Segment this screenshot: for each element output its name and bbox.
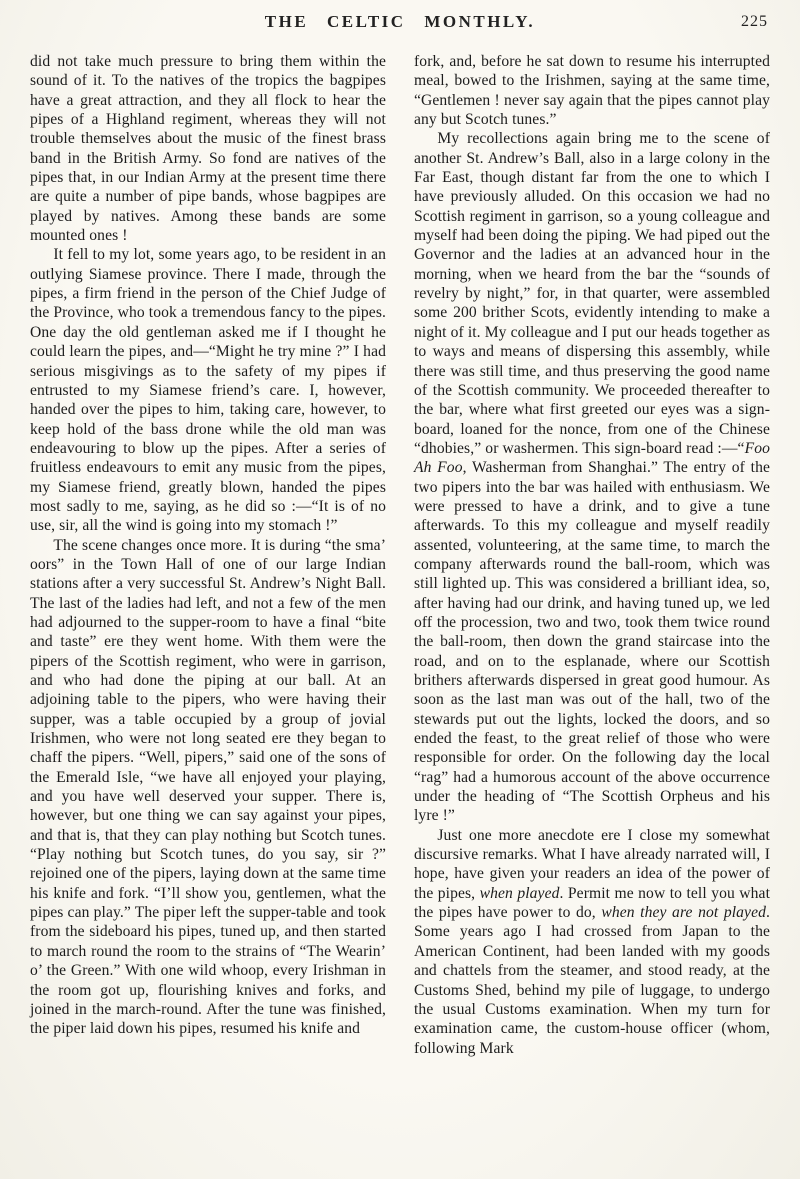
paragraph: Just one more anecdote ere I close my somewhat discursive remarks. What I have already narrated will, I hope, have given your readers an idea of the power of the pipes, when played. Permit me now to tell you what the pipes have power to do, when they are not played. Some years ago I had crossed from Japan to the American Continent, had been landed with my goods and chattels from the steamer, and stood ready, at the Customs Shed, behind my pile of luggage, to undergo the usual Customs examination. When my turn for examination came, the custom-house officer (whom, following Mark (414, 826, 771, 1057)
page-number: 225 (741, 13, 768, 30)
paragraph: It fell to my lot, some years ago, to be resident in an outlying Siamese province. There I made, through the pipes, a firm friend in the person of the Chief Judge of the Province, who took a tremendous fancy to the pipes. One day the old gentleman asked me if I thought he could learn the pipes, and—“Might he try mine ?” I had serious misgivings as to the safety of my pipes if entrusted to my Siamese friend’s care. I, however, handed over the pipes to him, taking care, however, to keep hold of the bass drone while the old man was endeavouring to blow up the pipes. After a series of fruitless endeavours to emit any music from the pipes, my Siamese friend, greatly blown, handed the pipes most sadly to me, saying, as he did so :—“It is of no use, sir, all the wind is going into my stomach !” (30, 246, 386, 535)
paragraph: My recollections again bring me to the scene of another St. Andrew’s Ball, also in a large colony in the Far East, though distant far from the one to which I have previously alluded. On this occasion we had no Scottish regiment in garrison, so a young colleague and myself had been doing the piping. We had piped out the Governor and the ladies at an advanced hour in the morning, when we heard from the bar the “sounds of revelry by night,” for, in that quarter, were assembled some 200 brither Scots, evidently intending to make a night of it. My colleague and I put our heads together as to ways and means of dispersing this assembly, while there was still time, and thus preserving the good name of the Scottish community. We proceeded thereafter to the bar, where what first greeted our eyes was a sign-board, loaned for the nonce, from one of the Chinese “dhobies,” or washermen. This sign-board read :—“Foo Ah Foo, Washerman from Shanghai.” The entry of the two pipers into the bar was hailed with enthusiasm. We were pressed to have a drink, and to give a tune afterwards. To this my colleague and myself readily assented, volunteering, at the same time, to march the company afterwards round the ball-room, which was still lighted up. This was considered a brilliant idea, so, after having had our drink, and having tuned up, we led off the procession, two and two, took them twice round the ball-room, then down the grand staircase into the road, and on to the esplanade, where our Scottish brithers afterwards dispersed in great good humour. As soon as the last man was out of the hall, two of the stewards put out the lights, locked the doors, and so ended the feast, to the great relief of those who were responsible for order. On the following day the local “rag” had a humorous account of the above occurrence under the heading of “The Scottish Orpheus and his lyre !” (414, 130, 770, 825)
journal-title: THE CELTIC MONTHLY. (264, 12, 536, 31)
text-columns (30, 52, 770, 1058)
left-column (30, 52, 386, 1058)
paragraph: fork, and, before he sat down to resume his interrupted meal, bowed to the Irishmen, saying at the same time, “Gentlemen ! never say again that the pipes cannot play any but Scotch tunes.” (414, 53, 770, 129)
paragraph: did not take much pressure to bring them within the sound of it. To the natives of the tropics the bagpipes have a great attraction, and they all flock to hear the pipes of a Highland regiment, whereas they will not trouble themselves about the music of the finest brass band in the British Army. So fond are natives of the pipes that, in our Indian Army at the present time there are quite a number of pipe bands, whose bagpipes are played by natives. Among these bands are some mounted ones ! (30, 53, 386, 245)
right-column (414, 52, 770, 1058)
page-header (30, 12, 770, 38)
paragraph: The scene changes once more. It is during “the sma’ oors” in the Town Hall of one of our large Indian stations after a very successful St. Andrew’s Night Ball. The last of the ladies had left, and not a few of the men had adjourned to the supper-room to have a final “bite and taste” ere they went home. With them were the pipers of the Scottish regiment, who were in garrison, and who had done the piping at our ball. At an adjoining table to the pipers, who were having their supper, was a table occupied by a group of jovial Irishmen, who were not long seated ere they began to chaff the pipers. “Well, pipers,” said one of the sons of the Emerald Isle, “we have all enjoyed your playing, and you have well deserved your supper. There is, however, but one thing we can say against your pipes, and that is, that they can play nothing but Scotch tunes. “Play nothing but Scotch tunes, do you say, sir ?” rejoined one of the pipers, laying down at the same time his knife and fork. “I’ll show you, gentlemen, what the pipes can play.” The piper left the supper-table and took from the sideboard his pipes, tuned up, and then started to march round the room to the strains of “The Wearin’ o’ the Green.” With one wild whoop, every Irishman in the room got up, flourishing knives and forks, and joined in the march-round. After the tune was finished, the piper laid down his pipes, resumed his knife and (30, 536, 386, 1038)
